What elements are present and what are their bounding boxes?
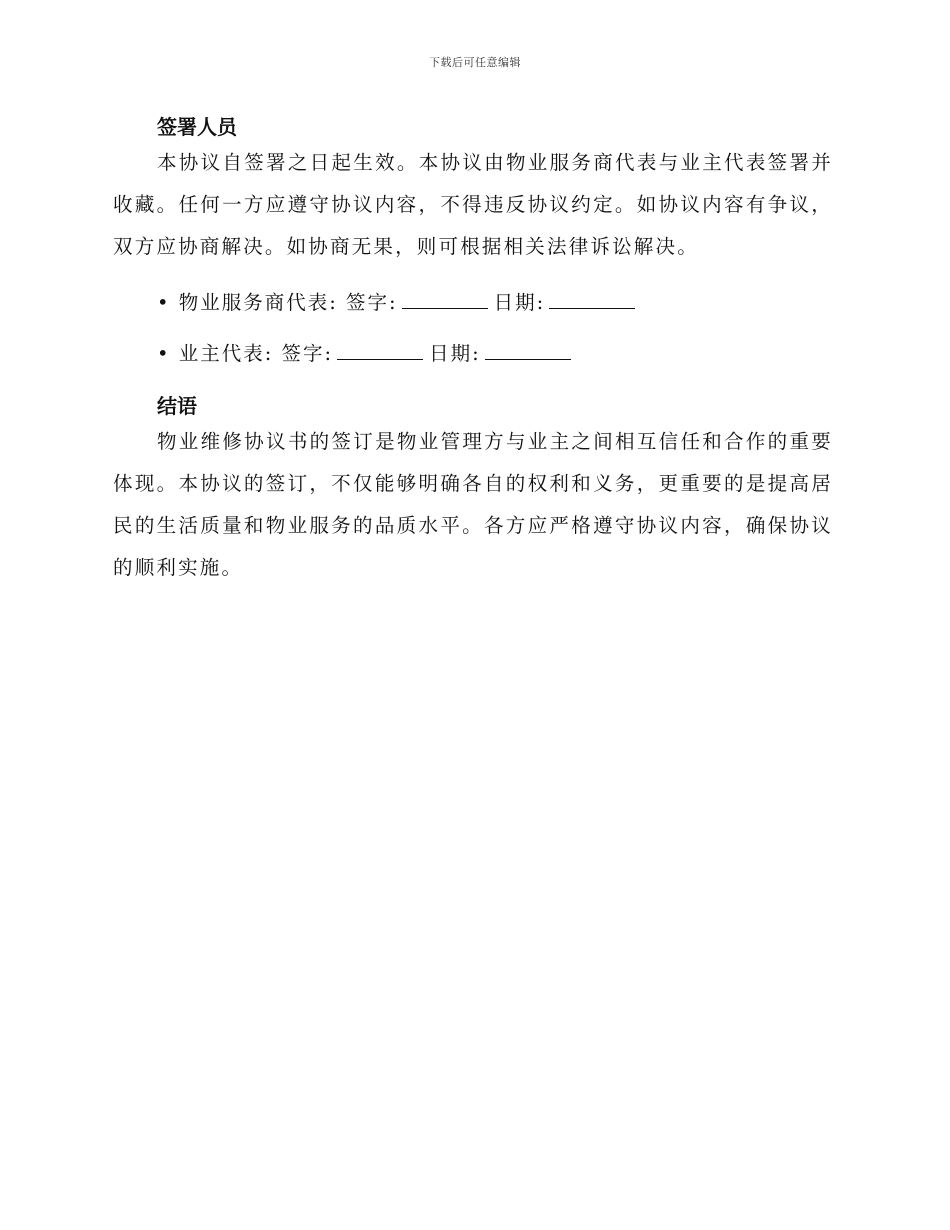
signature-party-label: • 物业服务商代表: — [157, 291, 338, 314]
sign-label: 签字: — [345, 291, 398, 314]
signature-line-owner — [113, 339, 833, 369]
date-blank[interactable] — [485, 341, 571, 360]
sign-label: 签字: — [281, 342, 334, 365]
section-title-signatories: 签署人员 — [157, 115, 237, 139]
conclusion-paragraph: 物业维修协议书的签订是物业管理方与业主之间相互信任和合作的重要体现。本协议的签订，不仅能够明确各自的权利和义务，更重要的是提高居民的生活质量和物业服务的品质水平。各方应严格遵守协议内容，确保协议的顺利实施。 — [113, 430, 833, 579]
sign-blank[interactable] — [402, 290, 488, 309]
sign-blank[interactable] — [337, 341, 423, 360]
section-title-conclusion: 结语 — [157, 394, 197, 418]
header-note: 下载后可任意编辑 — [429, 56, 521, 69]
date-blank[interactable] — [549, 290, 635, 309]
signature-party-label: • 业主代表: — [157, 342, 274, 365]
signature-line-service-provider — [113, 288, 833, 318]
date-label: 日期: — [493, 291, 546, 314]
date-label: 日期: — [429, 342, 481, 365]
document-content — [113, 112, 833, 589]
signatories-paragraph: 本协议自签署之日起生效。本协议由物业服务商代表与业主代表签署并收藏。任何一方应遵守协议内容，不得违反协议约定。如协议内容有争议，双方应协商解决。如协商无果，则可根据相关法律诉讼解决。 — [113, 151, 833, 258]
